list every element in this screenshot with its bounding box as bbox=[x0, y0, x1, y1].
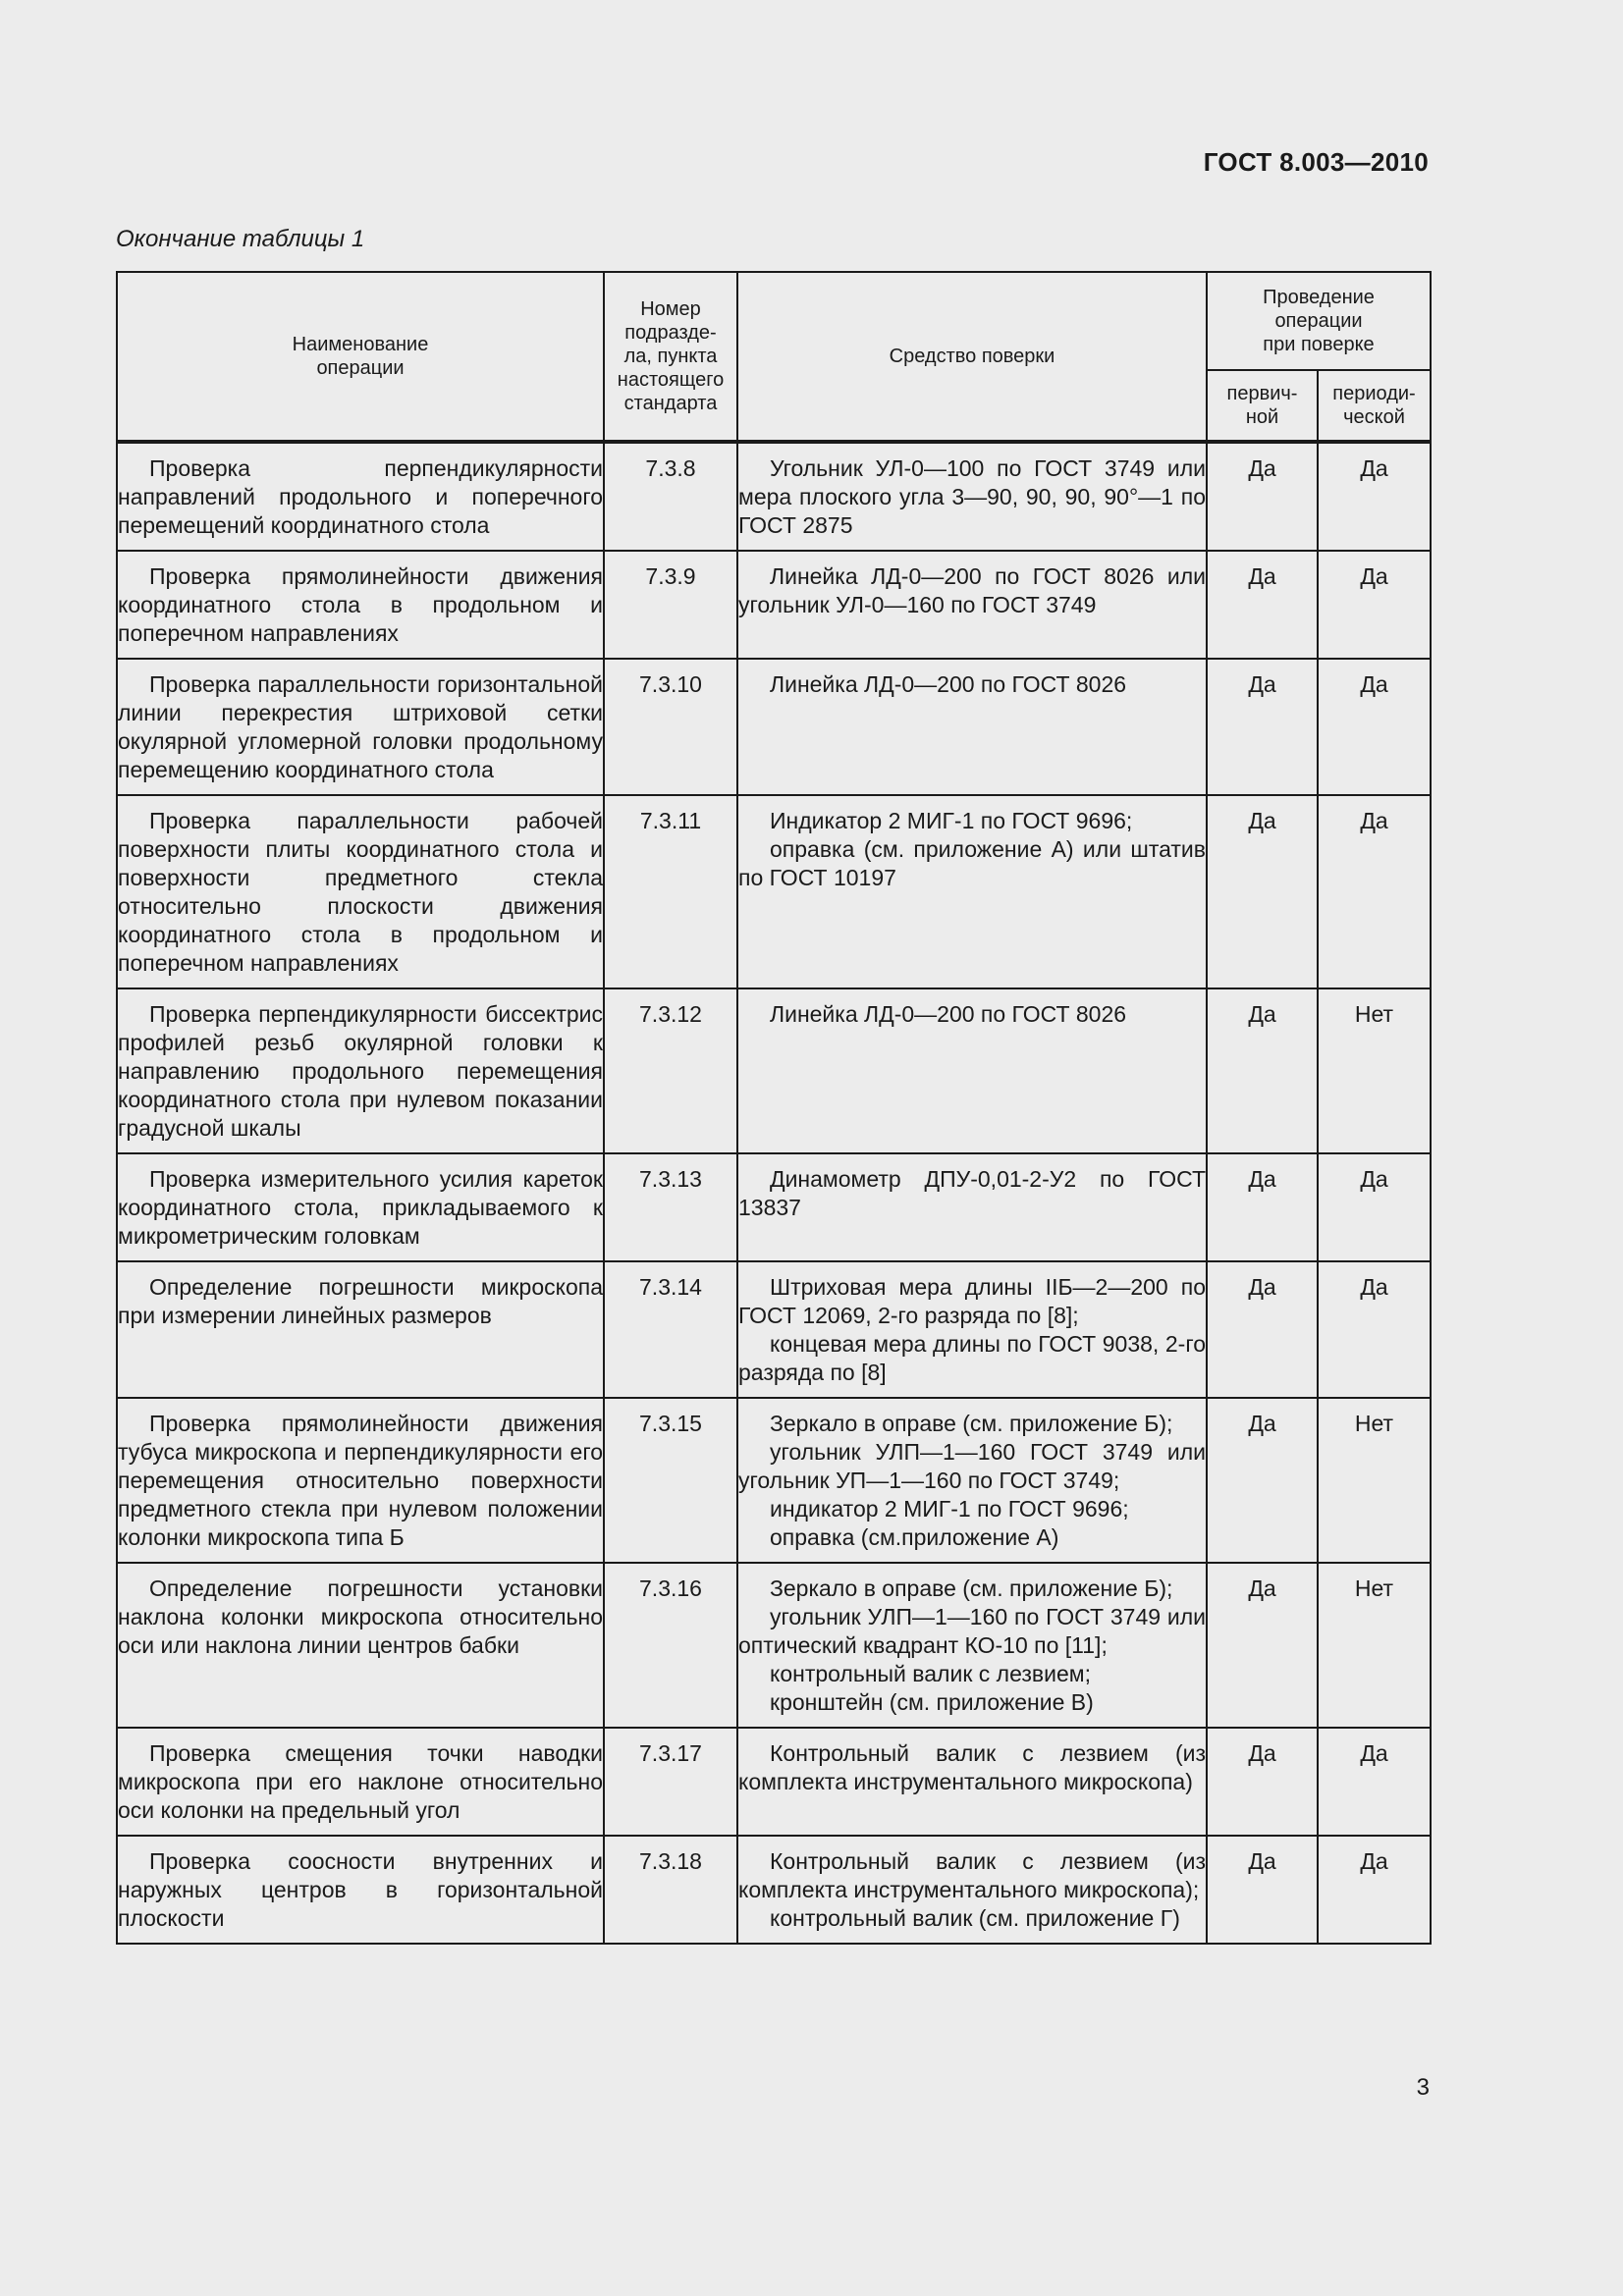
periodic-flag: Да bbox=[1318, 1836, 1431, 1944]
primary-flag: Да bbox=[1207, 551, 1318, 659]
table-row bbox=[117, 1563, 1431, 1728]
verification-means-item: оправка (см. приложение А) или штатив по ГОСТ 10197 bbox=[738, 836, 1206, 890]
col-header-periodic: периоди- ческой bbox=[1318, 370, 1431, 442]
periodic-flag: Да bbox=[1318, 442, 1431, 551]
operation-name-text: Проверка перпендикулярности биссектрис профилей резьб окулярной головки к направлению продольного перемещения координатного стола при нулевом показании градусной шкалы bbox=[118, 1001, 603, 1141]
operation-name-text: Проверка параллельности горизонтальной линии перекрестия штриховой сетки окулярной угломерной головки продольному перемещению координатного стола bbox=[118, 671, 603, 782]
section-number: 7.3.9 bbox=[604, 551, 737, 659]
operation-name bbox=[117, 1728, 604, 1836]
verification-means bbox=[737, 659, 1207, 795]
operation-name bbox=[117, 795, 604, 988]
verification-means bbox=[737, 551, 1207, 659]
primary-flag: Да bbox=[1207, 1261, 1318, 1398]
verification-means-item: угольник УЛП—1—160 по ГОСТ 3749 или оптический квадрант КО-10 по [11]; bbox=[738, 1604, 1206, 1658]
verification-means bbox=[737, 442, 1207, 551]
periodic-flag: Да bbox=[1318, 795, 1431, 988]
operation-name-text: Проверка прямолинейности движения координатного стола в продольном и поперечном направлениях bbox=[118, 563, 603, 646]
periodic-flag: Да bbox=[1318, 551, 1431, 659]
section-number: 7.3.8 bbox=[604, 442, 737, 551]
primary-flag: Да bbox=[1207, 1398, 1318, 1563]
table-row bbox=[117, 1261, 1431, 1398]
section-number: 7.3.18 bbox=[604, 1836, 737, 1944]
operations-table bbox=[116, 271, 1432, 1945]
col-header-name: Наименование операции bbox=[117, 272, 604, 442]
verification-means-item: Линейка ЛД-0—200 по ГОСТ 8026 или угольник УЛ-0—160 по ГОСТ 3749 bbox=[738, 563, 1206, 617]
table-body bbox=[117, 442, 1431, 1944]
verification-means bbox=[737, 1728, 1207, 1836]
table-row bbox=[117, 795, 1431, 988]
verification-means bbox=[737, 1153, 1207, 1261]
operation-name bbox=[117, 1153, 604, 1261]
verification-means-item: Контрольный валик с лезвием (из комплекта инструментального микроскопа) bbox=[738, 1740, 1206, 1794]
operation-name bbox=[117, 988, 604, 1153]
verification-means-item: Зеркало в оправе (см. приложение Б); bbox=[770, 1411, 1173, 1436]
operation-name bbox=[117, 442, 604, 551]
verification-means-item: Линейка ЛД-0—200 по ГОСТ 8026 bbox=[770, 1001, 1127, 1027]
primary-flag: Да bbox=[1207, 1836, 1318, 1944]
periodic-flag: Нет bbox=[1318, 1563, 1431, 1728]
verification-means bbox=[737, 1261, 1207, 1398]
verification-means bbox=[737, 988, 1207, 1153]
periodic-flag: Да bbox=[1318, 1153, 1431, 1261]
periodic-flag: Да bbox=[1318, 659, 1431, 795]
table-row bbox=[117, 988, 1431, 1153]
table-row bbox=[117, 442, 1431, 551]
table-caption: Окончание таблицы 1 bbox=[116, 226, 365, 252]
primary-flag: Да bbox=[1207, 795, 1318, 988]
operation-name bbox=[117, 1261, 604, 1398]
operation-name-text: Определение погрешности микроскопа при измерении линейных размеров bbox=[118, 1274, 603, 1328]
section-number: 7.3.12 bbox=[604, 988, 737, 1153]
verification-means bbox=[737, 795, 1207, 988]
verification-means-item: оправка (см.приложение А) bbox=[770, 1524, 1059, 1550]
periodic-flag: Нет bbox=[1318, 988, 1431, 1153]
section-number: 7.3.17 bbox=[604, 1728, 737, 1836]
col-header-section: Номер подразде- ла, пункта настоящего стандарта bbox=[604, 272, 737, 442]
primary-flag: Да bbox=[1207, 988, 1318, 1153]
verification-means-item: Угольник УЛ-0—100 по ГОСТ 3749 или мера плоского угла 3—90, 90, 90, 90°—1 по ГОСТ 2875 bbox=[738, 455, 1206, 538]
operation-name bbox=[117, 551, 604, 659]
operation-name-text: Проверка прямолинейности движения тубуса микроскопа и перпендикулярности его перемещения относительно поверхности предметного стекла при нулевом положении колонки микроскопа типа Б bbox=[118, 1411, 603, 1550]
verification-means-item: индикатор 2 МИГ-1 по ГОСТ 9696; bbox=[770, 1496, 1129, 1522]
operation-name-text: Проверка смещения точки наводки микроскопа при его наклоне относительно оси колонки на предельный угол bbox=[118, 1740, 603, 1823]
operation-name bbox=[117, 1398, 604, 1563]
verification-means-item: угольник УЛП—1—160 ГОСТ 3749 или угольник УП—1—160 по ГОСТ 3749; bbox=[738, 1439, 1206, 1493]
col-header-conduct: Проведение операции при поверке bbox=[1207, 272, 1431, 370]
operation-name-text: Проверка параллельности рабочей поверхности плиты координатного стола и поверхности предметного стекла относительно плоскости движения координатного стола в продольном и поперечном направлениях bbox=[118, 808, 603, 976]
table-row bbox=[117, 659, 1431, 795]
operation-name bbox=[117, 1836, 604, 1944]
col-header-primary: первич- ной bbox=[1207, 370, 1318, 442]
verification-means-item: Динамометр ДПУ-0,01-2-У2 по ГОСТ 13837 bbox=[738, 1166, 1206, 1220]
section-number: 7.3.10 bbox=[604, 659, 737, 795]
page-number: 3 bbox=[1416, 2074, 1430, 2101]
primary-flag: Да bbox=[1207, 659, 1318, 795]
operation-name-text: Проверка соосности внутренних и наружных центров в горизонтальной плоскости bbox=[118, 1848, 603, 1931]
table-row bbox=[117, 1836, 1431, 1944]
operation-name bbox=[117, 659, 604, 795]
section-number: 7.3.11 bbox=[604, 795, 737, 988]
primary-flag: Да bbox=[1207, 1728, 1318, 1836]
operation-name-text: Определение погрешности установки наклона колонки микроскопа относительно оси или наклона линии центров бабки bbox=[118, 1575, 603, 1658]
periodic-flag: Нет bbox=[1318, 1398, 1431, 1563]
verification-means-item: Индикатор 2 МИГ-1 по ГОСТ 9696; bbox=[770, 808, 1133, 833]
verification-means-item: контрольный валик (см. приложение Г) bbox=[770, 1905, 1180, 1931]
table-row bbox=[117, 551, 1431, 659]
table-row bbox=[117, 1398, 1431, 1563]
periodic-flag: Да bbox=[1318, 1728, 1431, 1836]
verification-means-item: Штриховая мера длины IIБ—2—200 по ГОСТ 12069, 2-го разряда по [8]; bbox=[738, 1274, 1206, 1328]
document-header: ГОСТ 8.003—2010 bbox=[1203, 147, 1429, 177]
table-row bbox=[117, 1728, 1431, 1836]
primary-flag: Да bbox=[1207, 1153, 1318, 1261]
periodic-flag: Да bbox=[1318, 1261, 1431, 1398]
operation-name-text: Проверка перпендикулярности направлений продольного и поперечного перемещений координатного стола bbox=[118, 455, 603, 538]
verification-means-item: Зеркало в оправе (см. приложение Б); bbox=[770, 1575, 1173, 1601]
verification-means-item: Контрольный валик с лезвием (из комплекта инструментального микроскопа); bbox=[738, 1848, 1206, 1902]
verification-means bbox=[737, 1836, 1207, 1944]
operation-name bbox=[117, 1563, 604, 1728]
section-number: 7.3.14 bbox=[604, 1261, 737, 1398]
section-number: 7.3.15 bbox=[604, 1398, 737, 1563]
verification-means bbox=[737, 1563, 1207, 1728]
verification-means-item: концевая мера длины по ГОСТ 9038, 2-го разряда по [8] bbox=[738, 1331, 1206, 1385]
primary-flag: Да bbox=[1207, 1563, 1318, 1728]
verification-means bbox=[737, 1398, 1207, 1563]
col-header-means: Средство поверки bbox=[737, 272, 1207, 442]
table-row bbox=[117, 1153, 1431, 1261]
verification-means-item: Линейка ЛД-0—200 по ГОСТ 8026 bbox=[770, 671, 1127, 697]
section-number: 7.3.13 bbox=[604, 1153, 737, 1261]
verification-means-item: контрольный валик с лезвием; bbox=[770, 1661, 1091, 1686]
operation-name-text: Проверка измерительного усилия кареток координатного стола, прикладываемого к микрометрическим головкам bbox=[118, 1166, 603, 1249]
section-number: 7.3.16 bbox=[604, 1563, 737, 1728]
verification-means-item: кронштейн (см. приложение В) bbox=[770, 1689, 1094, 1715]
primary-flag: Да bbox=[1207, 442, 1318, 551]
